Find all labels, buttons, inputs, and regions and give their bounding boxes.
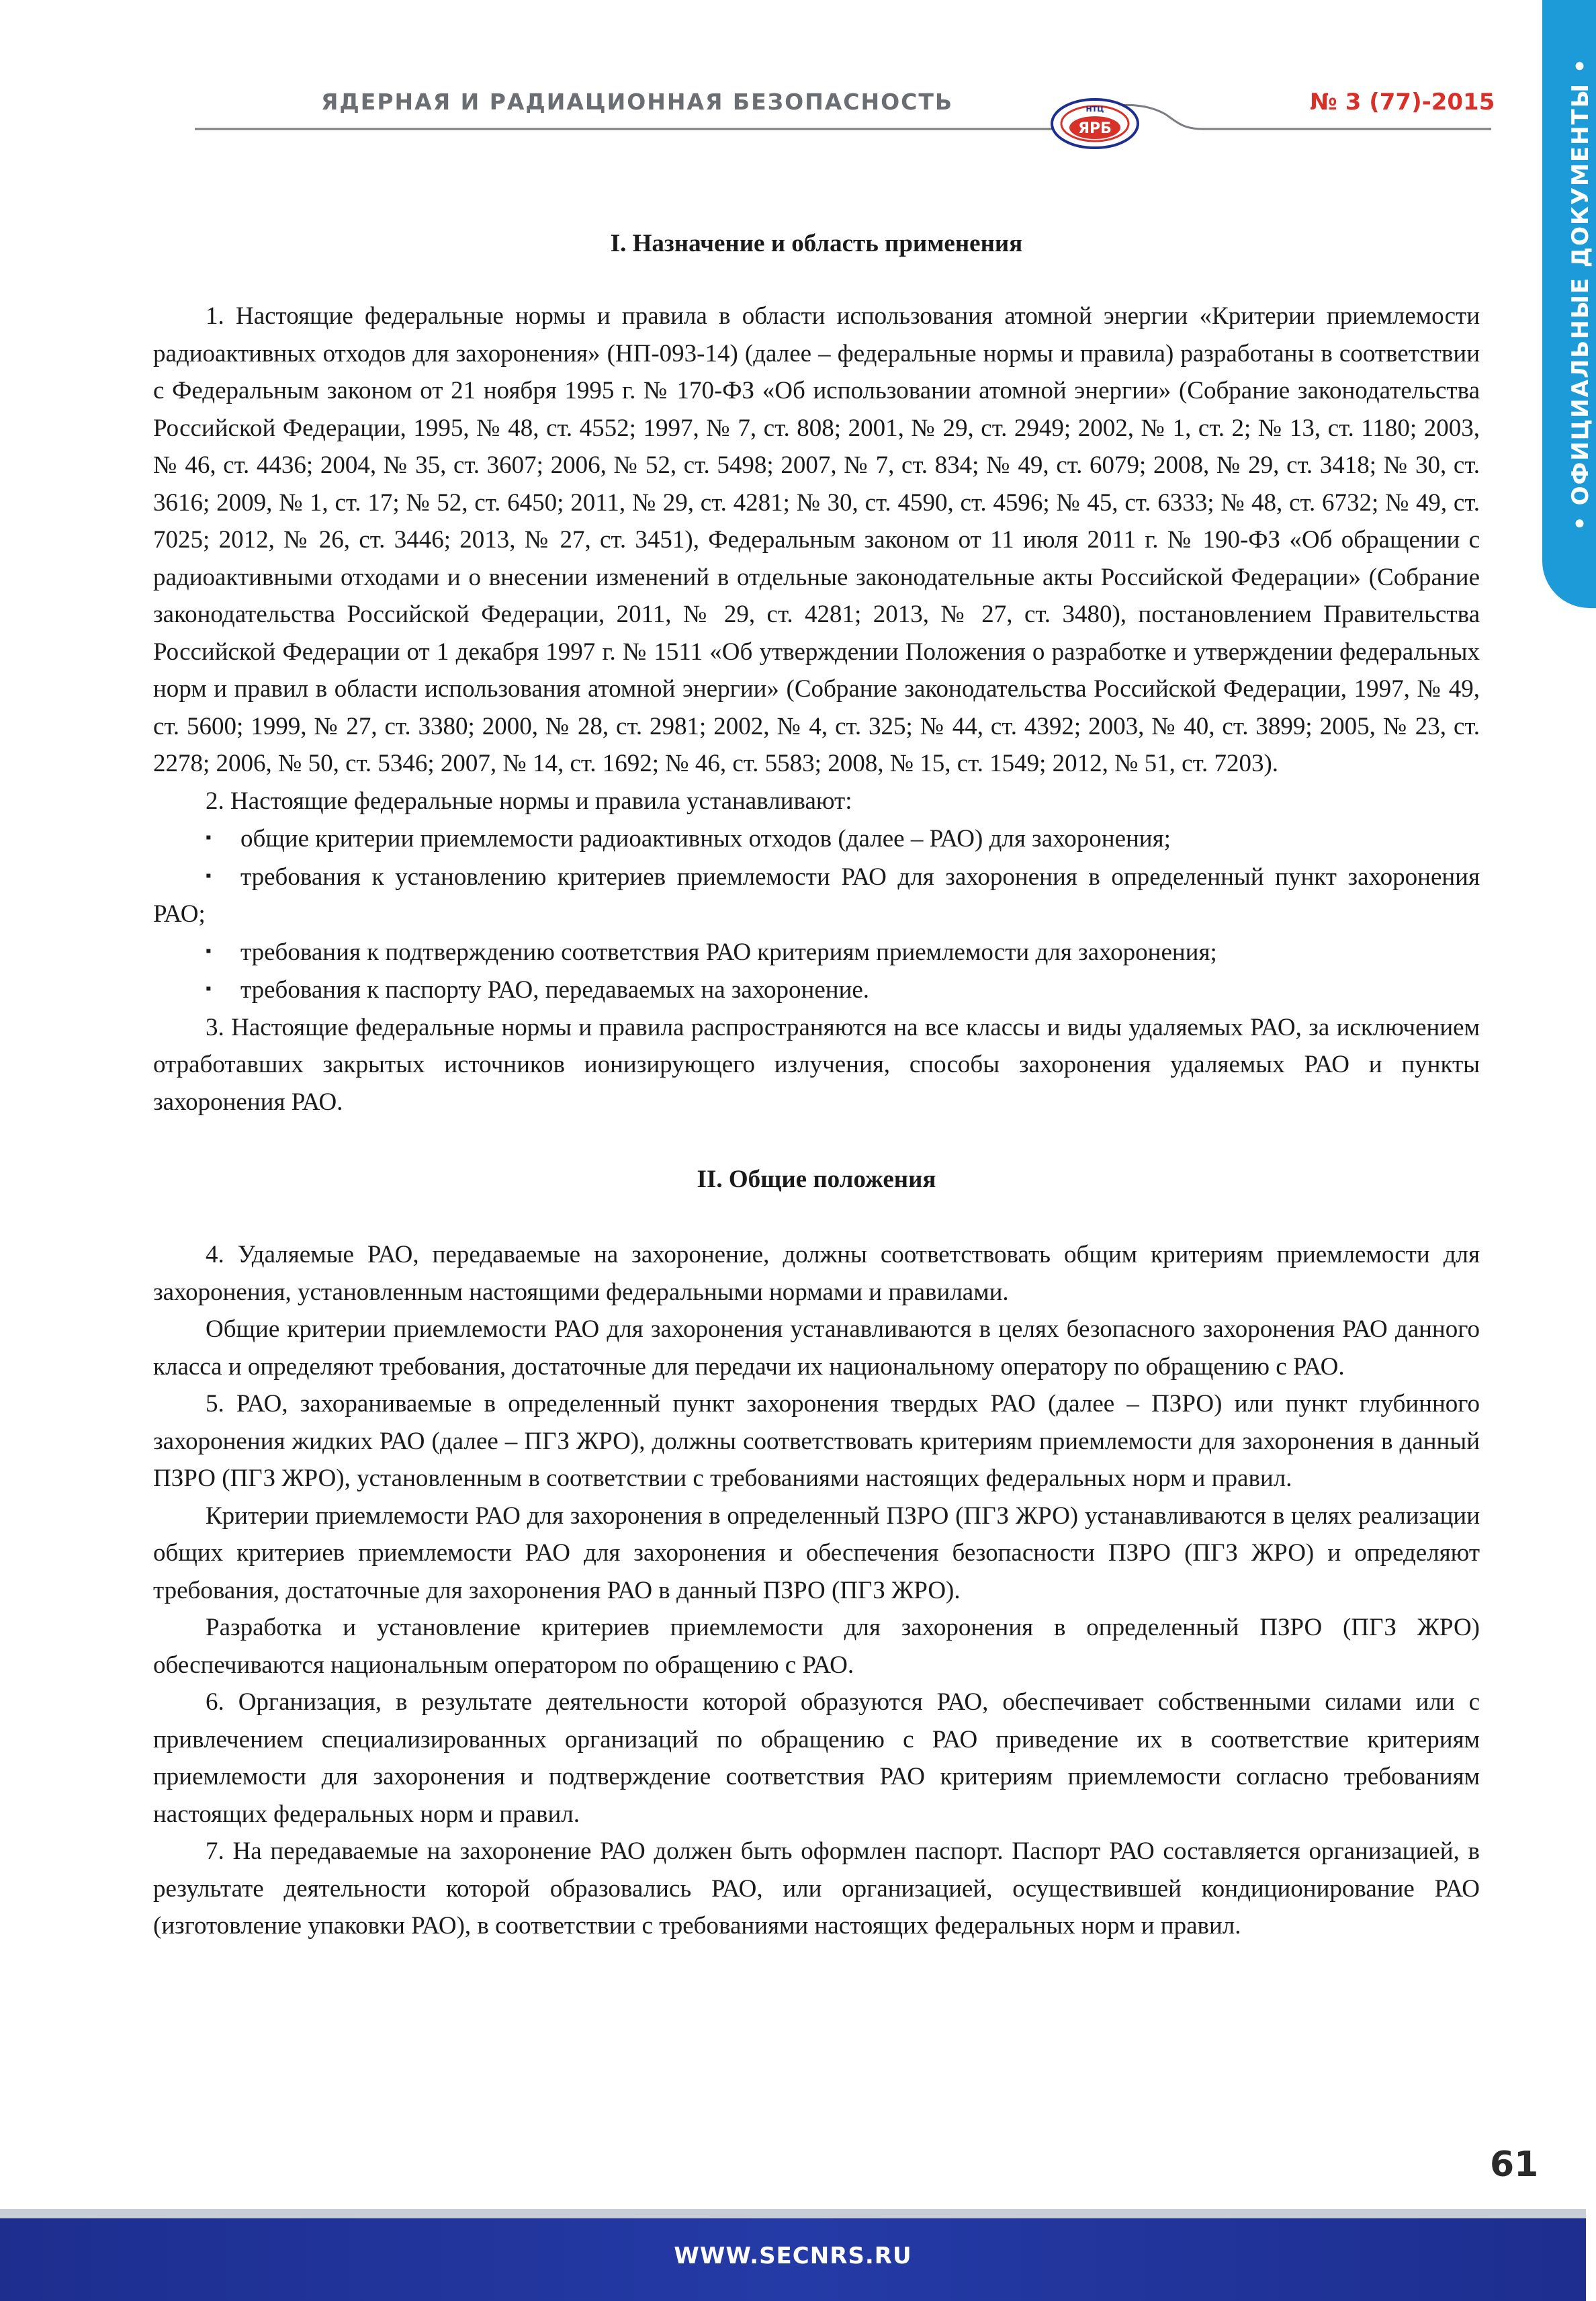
page-number: 61 [1490,2144,1539,2185]
journal-logo [1048,94,1142,152]
list-item [153,858,1480,933]
list-item [153,820,1480,858]
paragraph-4: 4. Удаляемые РАО, передаваемые на захоронение, должны соответствовать общим критериям приемлемости для захоронения, установленным настоящими федеральными нормами и правилами. [153,1241,1480,1306]
list-item-text: требования к паспорту РАО, передаваемых на захоронение. [240,976,870,1004]
footer-divider [0,2209,1586,2218]
bullet-marker: ▪ [206,980,212,998]
paragraph-5-cont-1: Критерии приемлемости РАО для захоронения в определенный ПЗРО (ПГЗ ЖРО) устанавливаются в целях реализации общих критериев приемлемости РАО для захоронения и обеспечения безопасности ПЗРО (ПГЗ ЖРО) и определяют требования, достаточные для захоронения РАО в данный ПЗРО (ПГЗ ЖРО). [153,1502,1480,1604]
paragraph-1: 1. Настоящие федеральные нормы и правила в области использования атомной энергии «Критерии приемлемости радиоактивных отходов для захоронения» (НП-093-14) (далее – федеральные нормы и правила) разработаны в соответствии с Федеральным законом от 21 ноября 1995 г. № 170-ФЗ «Об использовании атомной энергии» (Собрание законодательства Российской Федерации, 1995, № 48, ст. 4552; 1997, № 7, ст. 808; 2001, № 29, ст. 2949; 2002, № 1, ст. 2; № 13, ст. 1180; 2003, № 46, ст. 4436; 2004, № 35, ст. 3607; 2006, № 52, ст. 5498; 2007, № 7, ст. 834; № 49, ст. 6079; 2008, № 29, ст. 3418; № 30, ст. 3616; 2009, № 1, ст. 17; № 52, ст. 6450; 2011, № 29, ст. 4281; № 30, ст. 4590, ст. 4596; № 45, ст. 6333; № 48, ст. 6732; № 49, ст. 7025; 2012, № 26, ст. 3446; 2013, № 27, ст. 3451), Федеральным законом от 11 июля 2011 г. № 190-ФЗ «Об обращении с радиоактивными отходами и о внесении изменений в отдельные законодательные акты Российской Федерации» (Собрание законодательства Российской Федерации, 2011, № 29, ст. 4281; 2013, № 27, ст. 3480), постановлением Правительства Российской Федерации от 1 декабря 1997 г. № 1511 «Об утверждении Положения о разработке и утверждении федеральных норм и правил в области использования атомной энергии» (Собрание законодательства Российской Федерации, 1997, № 49, ст. 5600; 1999, № 27, ст. 3380; 2000, № 28, ст. 2981; 2002, № 4, ст. 325; № 44, ст. 4392; 2003, № 40, ст. 3899; 2005, № 23, ст. 2278; 2006, № 50, ст. 5346; 2007, № 14, ст. 1692; № 46, ст. 5583; 2008, № 15, ст. 1549; 2012, № 51, ст. 7203). [153,302,1480,777]
logo-text: ЯРБ [1078,120,1112,137]
paragraph-7: 7. На передаваемые на захоронение РАО должен быть оформлен паспорт. Паспорт РАО составляется организацией, в результате деятельности которой образовались РАО, или организацией, осуществившей кондиционирование РАО (изготовление упаковки РАО), в соответствии с требованиями настоящих федеральных норм и правил. [153,1837,1480,1940]
page-header [0,0,1586,175]
bullet-marker: ▪ [206,942,212,960]
list-item-text: требования к установлению критериев приемлемости РАО для захоронения в определенный пункт захоронения РАО; [153,863,1480,928]
paragraph-3: 3. Настоящие федеральные нормы и правила распространяются на все классы и виды удаляемых РАО, за исключением отработавших закрытых источников ионизирующего излучения, способы захоронения удаляемых РАО и пункты захоронения РАО. [153,1013,1480,1116]
side-tab-label: • ОФИЦИАЛЬНЫЕ ДОКУМЕНТЫ • [1567,57,1594,531]
paragraph-2: 2. Настоящие федеральные нормы и правила устанавливают: [206,787,852,815]
paragraph-6: 6. Организация, в результате деятельности которой образуются РАО, обеспечивает собственными силами или с привлечением специализированных организаций по обращению с РАО приведение их в соответствие критериям приемлемости для захоронения и подтверждение соответствия РАО критериям приемлемости согласно требованиям настоящих федеральных норм и правил. [153,1688,1480,1828]
footer-website-link[interactable]: WWW.SECNRS.RU [674,2243,912,2269]
list-item [153,933,1480,971]
logo-small-text: НТЦ [1085,105,1104,114]
paragraph-5-cont-2: Разработка и установление критериев приемлемости для захоронения в определенный ПЗРО (ПГЗ ЖРО) обеспечиваются национальным оператором по обращению с РАО. [153,1614,1480,1679]
list-item [153,971,1480,1009]
list-item-text: общие критерии приемлемости радиоактивных отходов (далее – РАО) для захоронения; [240,825,1171,853]
paragraph-4-cont: Общие критерии приемлемости РАО для захоронения устанавливаются в целях безопасного захоронения РАО данного класса и определяют требования, достаточные для передачи их национальному оператору по обращению с РАО. [153,1315,1480,1381]
bullet-marker: ▪ [206,829,212,846]
section-heading-2: II. Общие положения [697,1166,936,1193]
journal-title: ЯДЕРНАЯ И РАДИАЦИОННАЯ БЕЗОПАСНОСТЬ [321,89,954,115]
section-heading-1: I. Назначение и область применения [610,230,1023,257]
paragraph-5: 5. РАО, захораниваемые в определенный пункт захоронения твердых РАО (далее – ПЗРО) или пункт глубинного захоронения жидких РАО (далее – ПГЗ ЖРО), должны соответствовать критериям приемлемости для захоронения в данный ПЗРО (ПГЗ ЖРО), установленным в соответствии с требованиями настоящих федеральных норм и правил. [153,1390,1480,1492]
issue-number: № 3 (77)-2015 [1310,89,1495,116]
bullet-marker: ▪ [206,867,212,885]
document-body [153,225,1480,1945]
list-item-text: требования к подтверждению соответствия РАО критериям приемлемости для захоронения; [240,938,1217,966]
